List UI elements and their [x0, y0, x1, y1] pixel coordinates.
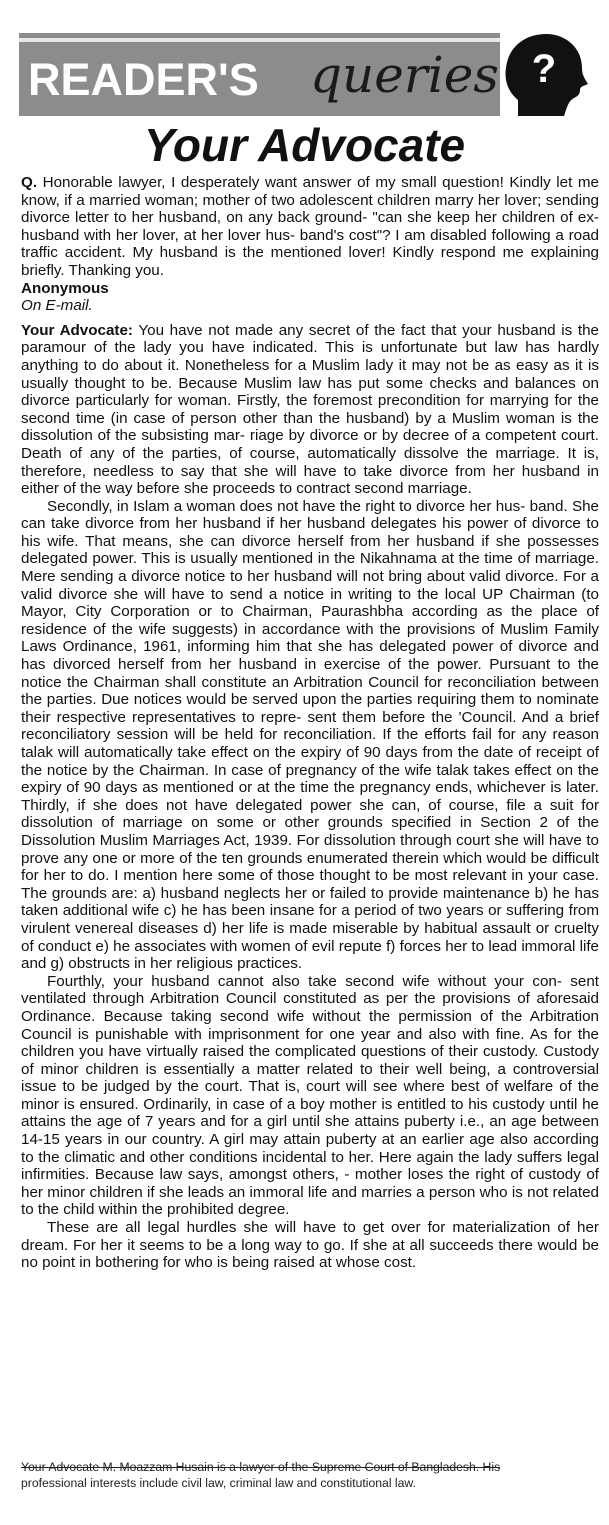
footer-line-2: professional interests include civil law, criminal law and constitutional law. — [21, 1475, 416, 1490]
article-body — [21, 174, 599, 1272]
query-text: Honorable lawyer, I desperately want answer of my small question! Kindly let me know, if a married woman; mother of two adolescent children marry her lover; sending divorce letter to her husband, on any back ground- "can she keep her children of ex- husband with her lover, at her lover hus- band's cost"? I am disabled following a road traffic accident. My husband is the mentioned lover! Kindly respond me explaining briefly. Thanking you. — [21, 174, 599, 279]
answer-paragraph-3: Fourthly, your husband cannot also take second wife without your con- sent ventilated through Arbitration Council constituted as per the provisions of aforesaid Ordinance. Because taking second wife without the permission of the Arbitration Council is punishable with imprisonment for one year and also with fine. As for the children you have virtually raised the complicated questions of their custody. Custody of minor children is essentially a matter related to their well being, a controversial issue to be judged by the court. That is, court will see where best of welfare of the minor is ensured. Ordinarily, in case of a boy mother is entitled to his custody until he attains the age of 7 years and for a girl until she attains puberty i.e., an age between 14-15 years in our country. A girl may attain puberty at an earlier age also according to the climatic and other conditions incidental to her. Here again the lady suffers legal infirmities. Because law says, amongst others, - mother loses the right of custody of her minor children if she leads an immoral life and marries a person who is not related to the child within the prohibited degree. — [21, 972, 599, 1219]
banner-title: READER'S — [28, 54, 259, 105]
answer-paragraph-2: Secondly, in Islam a woman does not have the right to divorce her hus- band. She can take divorce from her husband if her husband delegates his power of divorce to his wife. That means, she can divorce herself from her husband if she possesses delegated power. This is usually mentioned in the Nikahnama at the time of marriage. Mere sending a divorce notice to her husband will not bring about valid divorce. For a valid divorce she will have to send a notice in writing to the local UP Chairman (to Mayor, City Corporation or to Chairman, Paurashbha according as the place of residence of the wife suggests) in accordance with the provisions of Muslim Family Laws Ordinance, 1961, informing him that she has delegated power of divorce and has divorced herself from her husband in exercise of the power. Pursuant to the notice the Chairman shall constitute an Arbitration Council for reconciliation between the parties. Due notices would be served upon the parties requiring them to nominate their respective representatives to repre- sent them before the 'Council. And a brief reconciliatory session will be held for reconciliation. If the efforts fail for any reason talak will automatically take effect on the expiry of 90 days from the date of receipt of the notice by the Chairman. In case of pregnancy of the wife talak takes effect on the expiry of 90 days as mentioned or at the time the pregnancy ends, whichever is later. Thirdly, if she does not have delegated power she can, of course, file a suit for dissolution of marriage on some or other grounds specified in Section 2 of the Dissolution Muslim Marriages Act, 1939. For dissolution through court she will have to prove any one or more of the ten grounds enumerated therein which would be difficult for her to do. I mention here some of those thought to be most relevant in your case. The grounds are: a) husband neglects her or failed to provide maintenance b) he has taken additional wife c) he has been insane for a period of two years or suffering from virulent venereal diseases d) her life is made miserable by habitual assault or cruelty of conduct e) he associates with women of evil repute f) forces her to lead immoral life and g) obstructs in her religious practices. — [21, 497, 599, 973]
author-footer — [21, 1460, 599, 1491]
banner-subtitle: queries — [310, 46, 499, 104]
answer-paragraph-4: These are all legal hurdles she will have to get over for materialization of her dream. For her it seems to be a long way to go. If she at all succeeds there would be no point in bothering for who is being raised at whose cost. — [21, 1219, 599, 1272]
answer-label: Your Advocate: — [21, 321, 133, 339]
asker-source: On E-mail. — [21, 297, 93, 315]
answer-text-1: You have not made any secret of the fact that your husband is the paramour of the lady you have indicated. This is unfortunate but law has hardly anything to do about it. Nonetheless for a Muslim lady it may not be as easy as it is usually thought to be. Because Muslim law has put some checks and balances on divorce particularly for woman. Firstly, the foremost precondition for marrying for the second time (in case of person other than the husband) by a Muslim woman is the dissolution of the subsisting mar- riage by divorce or by decree of a competent court. Death of any of the parties, of course, automatically dissolve the marriage. It is, therefore, needless to say that she will have to take divorce from her husband in either of the way before she proceeds to contract second marriage. — [21, 321, 599, 498]
query-label: Q. — [21, 174, 38, 191]
column-title: Your Advocate — [143, 119, 466, 171]
head-question-icon — [500, 30, 590, 118]
asker-name: Anonymous — [21, 279, 109, 297]
banner-highlight-line — [19, 38, 519, 42]
footer-line-1: Your Advocate M. Moazzam Husain is a lawyer of the Supreme Court of Bangladesh. His — [21, 1460, 501, 1474]
answer-paragraph-1 — [21, 322, 599, 498]
question-mark: ? — [531, 47, 557, 91]
spacer — [21, 315, 599, 322]
query-paragraph — [21, 174, 599, 280]
